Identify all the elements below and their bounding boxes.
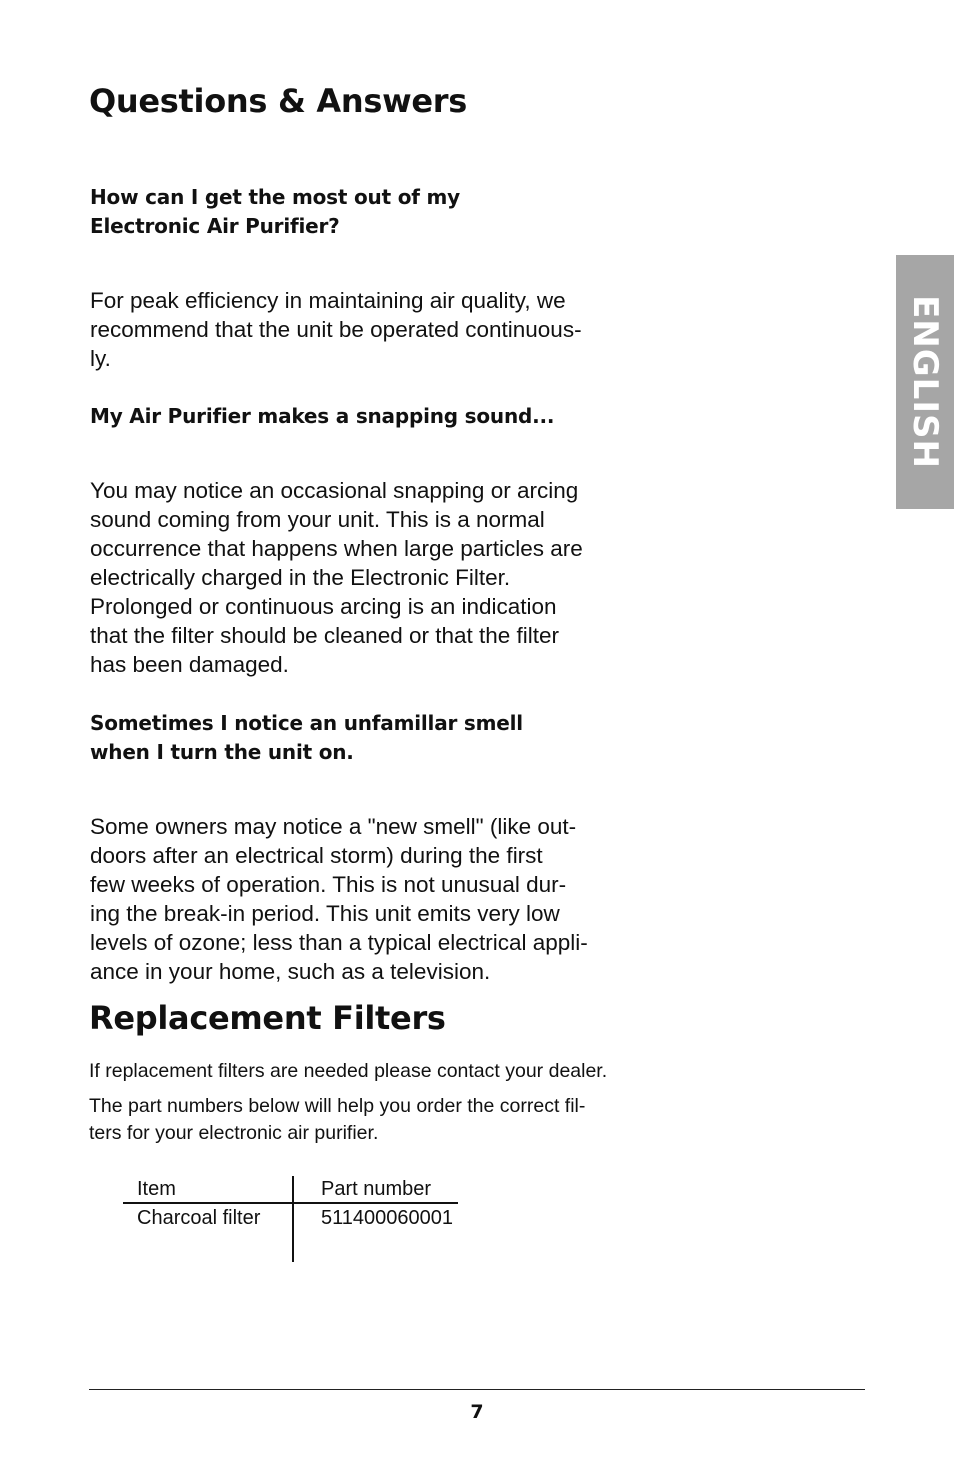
answer-1: For peak efficiency in maintaining air quality, we recommend that the unit be operated continuous- ly. <box>90 288 582 371</box>
question-1: How can I get the most out of my Electronic Air Purifier? <box>90 185 460 238</box>
table-column-divider <box>292 1176 294 1262</box>
language-tab <box>896 255 954 509</box>
page-number: 7 <box>470 1401 484 1423</box>
footer-rule <box>89 1389 865 1390</box>
table-header-part-number: Part number <box>321 1178 432 1200</box>
table-header-item: Item <box>137 1178 176 1200</box>
answer-2: You may notice an occasional snapping or arcing sound coming from your unit. This is a normal occurrence that happens when large particles are electrically charged in the Electronic Filter. Prolonged or continuous arcing is an indication that the filter should be cleaned or that the filter has been damaged. <box>90 478 583 677</box>
qa-title: Questions & Answers <box>89 82 467 120</box>
answer-3: Some owners may notice a "new smell" (like out- doors after an electrical storm) during the first few weeks of operation. This is not unusual dur- ing the break-in period. This unit emits very low levels of ozone; less than a typical electrical appli- ance in your home, such as a television. <box>90 814 588 984</box>
replacement-line-1: If replacement filters are needed please contact your dealer. <box>89 1060 608 1082</box>
language-tab-label: ENGLISH <box>905 295 945 469</box>
table-cell-part-number: 511400060001 <box>321 1207 453 1229</box>
replacement-title: Replacement Filters <box>89 999 446 1037</box>
table-cell-item: Charcoal filter <box>137 1207 261 1229</box>
replacement-line-2: The part numbers below will help you order the correct fil- ters for your electronic air purifier. <box>89 1095 586 1144</box>
question-3: Sometimes I notice an unfamillar smell when I turn the unit on. <box>90 711 523 764</box>
question-2: My Air Purifier makes a snapping sound... <box>90 404 555 428</box>
table-header-rule <box>123 1202 458 1204</box>
